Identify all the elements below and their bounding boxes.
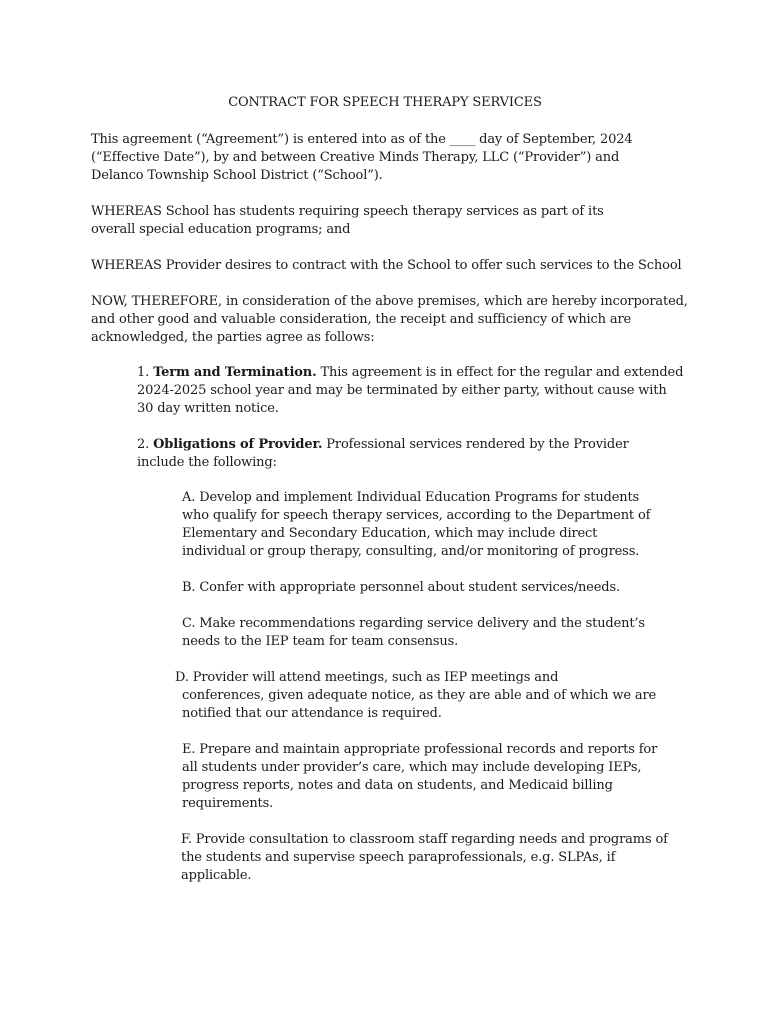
item-e-line: all students under provider’s care, which may include developing IEPs,: [182, 760, 642, 775]
item-f-line: the students and supervise speech paraprofessionals, e.g. SLPAs, if: [181, 850, 616, 865]
now-therefore-line: acknowledged, the parties agree as follows:: [91, 330, 375, 345]
whereas-line: WHEREAS School has students requiring speech therapy services as part of its: [91, 204, 604, 219]
item-b: [182, 579, 620, 597]
item-c: [182, 615, 645, 651]
now-therefore-line: NOW, THEREFORE, in consideration of the above premises, which are hereby incorporated,: [91, 294, 688, 309]
item-f-line: F. Provide consultation to classroom staff regarding needs and programs of: [181, 832, 668, 847]
section-2-obligations: [137, 436, 629, 472]
section-1-term-termination: [137, 364, 683, 418]
item-d: [175, 669, 656, 723]
item-a-line: Elementary and Secondary Education, which may include direct: [182, 526, 598, 541]
item-a-line: individual or group therapy, consulting, and/or monitoring of progress.: [182, 544, 640, 559]
section-2-number: 2.: [137, 437, 154, 452]
whereas-paragraph-2: [91, 257, 682, 275]
whereas-line: WHEREAS Provider desires to contract with the School to offer such services to the School: [91, 258, 682, 273]
item-a: [182, 489, 650, 561]
section-2-heading: Obligations of Provider.: [153, 437, 323, 452]
section-1-number: 1.: [137, 365, 154, 380]
intro-line: This agreement (“Agreement”) is entered into as of the ____ day of September, 2024: [91, 132, 633, 147]
section-2-first-line: [137, 436, 629, 454]
whereas-line: overall special education programs; and: [91, 222, 351, 237]
now-therefore-paragraph: [91, 293, 688, 347]
item-e-line: requirements.: [182, 796, 274, 811]
now-therefore-line: and other good and valuable consideration, the receipt and sufficiency of which are: [91, 312, 632, 327]
item-d-line: D. Provider will attend meetings, such as IEP meetings and: [175, 670, 559, 685]
whereas-paragraph-1: [91, 203, 604, 239]
item-e-line: E. Prepare and maintain appropriate professional records and reports for: [182, 742, 658, 757]
item-e-line: progress reports, notes and data on students, and Medicaid billing: [182, 778, 613, 793]
section-2-text: Professional services rendered by the Provider: [322, 437, 629, 452]
section-1-first-line: [137, 364, 683, 382]
item-a-line: who qualify for speech therapy services, according to the Department of: [182, 508, 651, 523]
item-c-line: C. Make recommendations regarding service delivery and the student’s: [182, 616, 645, 631]
item-d-line: conferences, given adequate notice, as they are able and of which we are: [182, 688, 657, 703]
item-a-line: A. Develop and implement Individual Education Programs for students: [182, 490, 640, 505]
item-c-line: needs to the IEP team for team consensus.: [182, 634, 459, 649]
section-2-line: include the following:: [137, 455, 277, 470]
item-d-line: notified that our attendance is required.: [182, 706, 442, 721]
document-title: CONTRACT FOR SPEECH THERAPY SERVICES: [228, 95, 542, 110]
intro-line: (“Effective Date”), by and between Creative Minds Therapy, LLC (“Provider”) and: [91, 150, 620, 165]
intro-paragraph: [91, 131, 632, 185]
section-1-line: 30 day written notice.: [137, 401, 279, 416]
item-f: [181, 831, 668, 885]
section-1-text: This agreement is in effect for the regular and extended: [316, 365, 684, 380]
section-1-heading: Term and Termination.: [153, 365, 317, 380]
item-f-line: applicable.: [181, 868, 252, 883]
item-e: [182, 741, 657, 813]
intro-line: Delanco Township School District (“School”).: [91, 168, 383, 183]
section-1-line: 2024-2025 school year and may be terminated by either party, without cause with: [137, 383, 667, 398]
item-b-line: B. Confer with appropriate personnel about student services/needs.: [182, 580, 620, 595]
